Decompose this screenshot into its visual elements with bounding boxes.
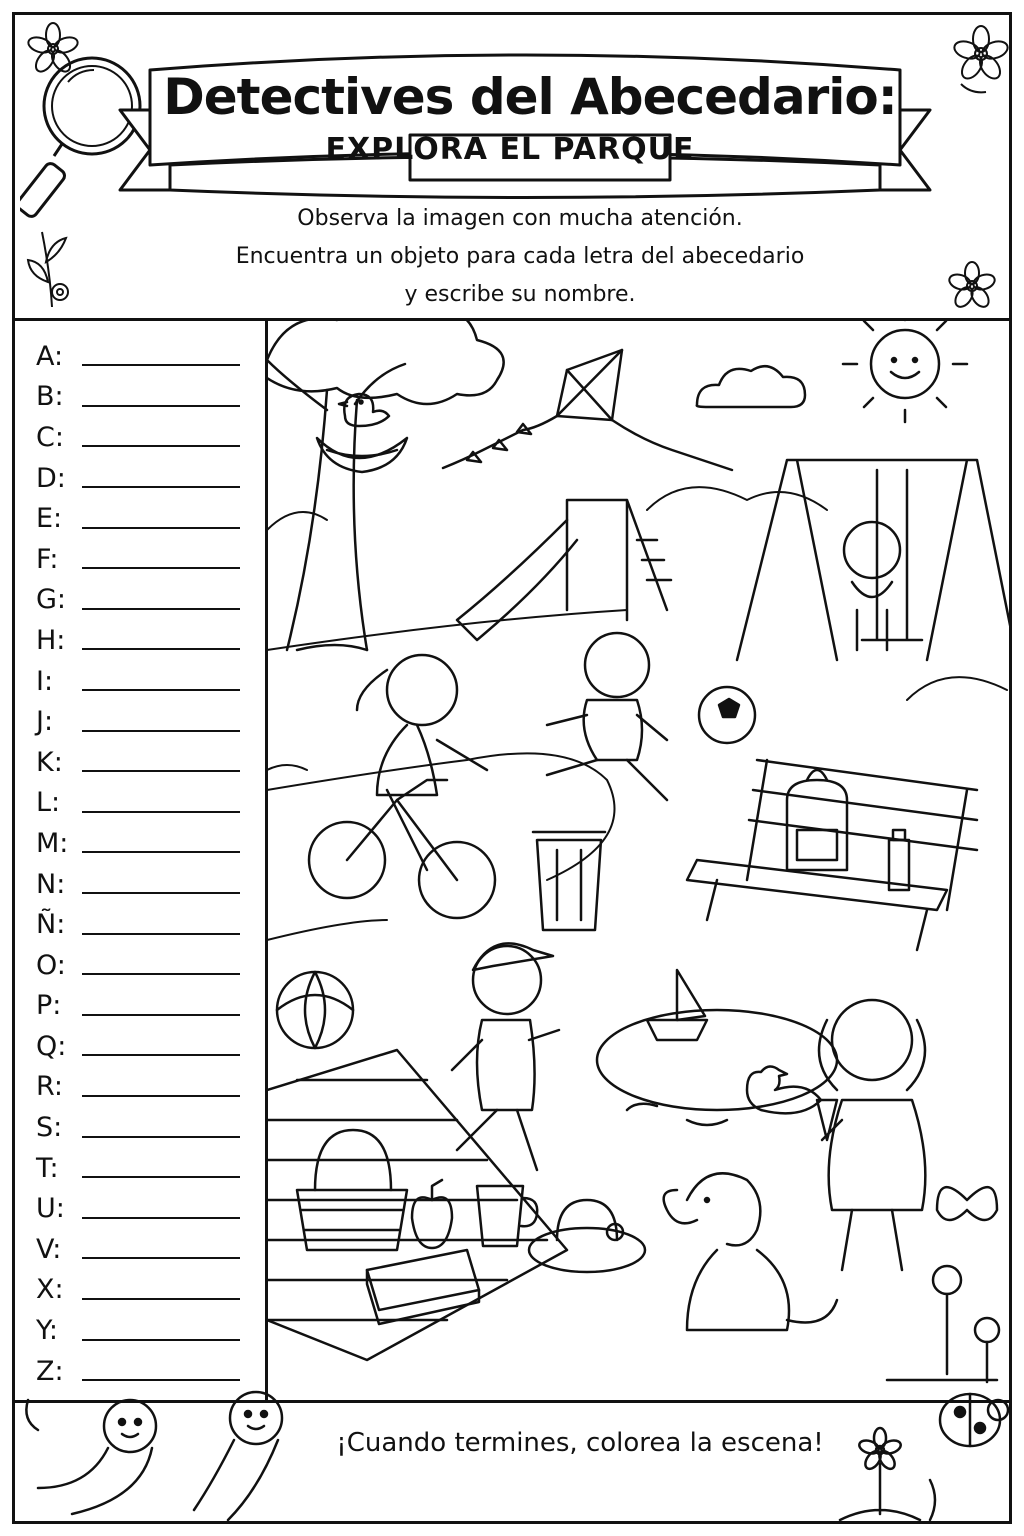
alphabet-row: [36, 1148, 256, 1189]
answer-line[interactable]: [82, 445, 240, 447]
alphabet-row: [36, 823, 256, 864]
alphabet-letter: G:: [36, 584, 67, 616]
alphabet-letter: R:: [36, 1071, 64, 1103]
leaf-sprig-icon: [22, 222, 82, 312]
page-subtitle: EXPLORA EL PARQUE: [325, 132, 695, 167]
trash-can-icon: [533, 832, 605, 930]
alphabet-row: [36, 458, 256, 499]
pond-icon: [597, 1010, 837, 1125]
answer-line[interactable]: [82, 1136, 240, 1138]
kite-icon: [443, 350, 732, 470]
alphabet-row: [36, 701, 256, 742]
alphabet-letter: I:: [36, 665, 54, 697]
apple-icon: [412, 1180, 452, 1248]
alphabet-row: [36, 864, 256, 905]
footer-message: ¡Cuando termines, colorea la escena!: [336, 1428, 824, 1458]
alphabet-letter: T:: [36, 1152, 59, 1184]
alphabet-row: [36, 377, 256, 418]
alphabet-row: [36, 783, 256, 824]
alphabet-row: [36, 661, 256, 702]
flower-icon: [936, 250, 1011, 320]
alphabet-letter: N:: [36, 868, 66, 900]
alphabet-letter: F:: [36, 543, 59, 575]
soccer-ball-icon: [699, 687, 755, 743]
park-bench-icon: [687, 760, 977, 950]
answer-line[interactable]: [82, 892, 240, 894]
alphabet-row: [36, 1310, 256, 1351]
cup-icon: [477, 1186, 537, 1246]
alphabet-letter: P:: [36, 990, 62, 1022]
alphabet-letter: S:: [36, 1112, 63, 1144]
girl-on-bike-icon: [309, 655, 495, 918]
alphabet-row: [36, 498, 256, 539]
answer-line[interactable]: [82, 1095, 240, 1097]
answer-line[interactable]: [82, 1217, 240, 1219]
alphabet-letter: Y:: [36, 1315, 59, 1347]
alphabet-letter: L:: [36, 787, 61, 819]
alphabet-letter: V:: [36, 1233, 62, 1265]
sun-icon: [843, 320, 967, 422]
flowers-icon: [887, 1266, 999, 1382]
alphabet-letter: X:: [36, 1274, 64, 1306]
alphabet-row: [36, 620, 256, 661]
water-bottle-icon: [889, 830, 909, 890]
boy-with-cap-icon: [452, 943, 559, 1170]
alphabet-letter: O:: [36, 949, 66, 981]
bird-nest-icon: [317, 394, 407, 472]
alphabet-list: [36, 336, 256, 1391]
alphabet-row: [36, 945, 256, 986]
alphabet-row: [36, 580, 256, 621]
alphabet-letter: H:: [36, 624, 66, 656]
alphabet-row: [36, 336, 256, 377]
answer-line[interactable]: [82, 567, 240, 569]
butterfly-icon: [937, 1187, 997, 1220]
answer-line[interactable]: [82, 811, 240, 813]
sailboat-icon: [647, 970, 707, 1040]
alphabet-row: [36, 742, 256, 783]
answer-line[interactable]: [82, 1176, 240, 1178]
alphabet-letter: M:: [36, 827, 69, 859]
alphabet-row: [36, 1107, 256, 1148]
beach-ball-icon: [277, 972, 353, 1048]
book-icon: [367, 1250, 479, 1324]
answer-line[interactable]: [82, 648, 240, 650]
answer-line[interactable]: [82, 1014, 240, 1016]
answer-line[interactable]: [82, 689, 240, 691]
instruction-line: Encuentra un objeto para cada letra del abecedario: [235, 244, 805, 269]
alphabet-letter: E:: [36, 503, 63, 535]
answer-line[interactable]: [82, 730, 240, 732]
alphabet-letter: K:: [36, 746, 63, 778]
alphabet-letter: Z:: [36, 1355, 64, 1387]
alphabet-row: [36, 1067, 256, 1108]
alphabet-row: [36, 1351, 256, 1392]
answer-line[interactable]: [82, 973, 240, 975]
answer-line[interactable]: [82, 364, 240, 366]
worms-illustration: [18, 1390, 318, 1526]
alphabet-row: [36, 986, 256, 1027]
alphabet-row: [36, 904, 256, 945]
alphabet-row: [36, 1270, 256, 1311]
answer-line[interactable]: [82, 1339, 240, 1341]
alphabet-letter: B:: [36, 381, 64, 413]
alphabet-row: [36, 1229, 256, 1270]
swing-set-icon: [737, 460, 1010, 660]
answer-line[interactable]: [82, 1298, 240, 1300]
answer-line[interactable]: [82, 1379, 240, 1381]
alphabet-letter: A:: [36, 340, 64, 372]
instruction-line: y escribe su nombre.: [404, 282, 636, 307]
answer-line[interactable]: [82, 1257, 240, 1259]
answer-line[interactable]: [82, 770, 240, 772]
alphabet-letter: Q:: [36, 1030, 67, 1062]
alphabet-row: [36, 1026, 256, 1067]
alphabet-letter: J:: [36, 706, 54, 738]
instructions: [180, 200, 860, 314]
alphabet-row: [36, 1188, 256, 1229]
answer-line[interactable]: [82, 851, 240, 853]
answer-line[interactable]: [82, 527, 240, 529]
alphabet-letter: U:: [36, 1193, 65, 1225]
slide-icon: [457, 500, 671, 640]
tree-icon: [267, 320, 504, 650]
answer-line[interactable]: [82, 405, 240, 407]
corner-flower-icon: [936, 14, 1016, 104]
cloud-icon: [697, 366, 805, 407]
running-boy-icon: [547, 633, 667, 800]
alphabet-row: [36, 417, 256, 458]
page-title: Detectives del Abecedario:: [163, 68, 897, 126]
alphabet-letter: Ñ:: [36, 909, 66, 941]
answer-line[interactable]: [82, 608, 240, 610]
park-scene-illustration: [267, 320, 1010, 1398]
answer-line[interactable]: [82, 933, 240, 935]
backpack-icon: [787, 770, 847, 870]
instruction-line: Observa la imagen con mucha atención.: [297, 206, 743, 231]
girl-with-ice-cream-icon: [817, 1000, 925, 1270]
answer-line[interactable]: [82, 1054, 240, 1056]
alphabet-row: [36, 539, 256, 580]
picnic-basket-icon: [297, 1130, 407, 1250]
answer-line[interactable]: [82, 486, 240, 488]
alphabet-letter: D:: [36, 462, 66, 494]
alphabet-letter: C:: [36, 421, 64, 453]
dog-icon: [664, 1173, 837, 1330]
